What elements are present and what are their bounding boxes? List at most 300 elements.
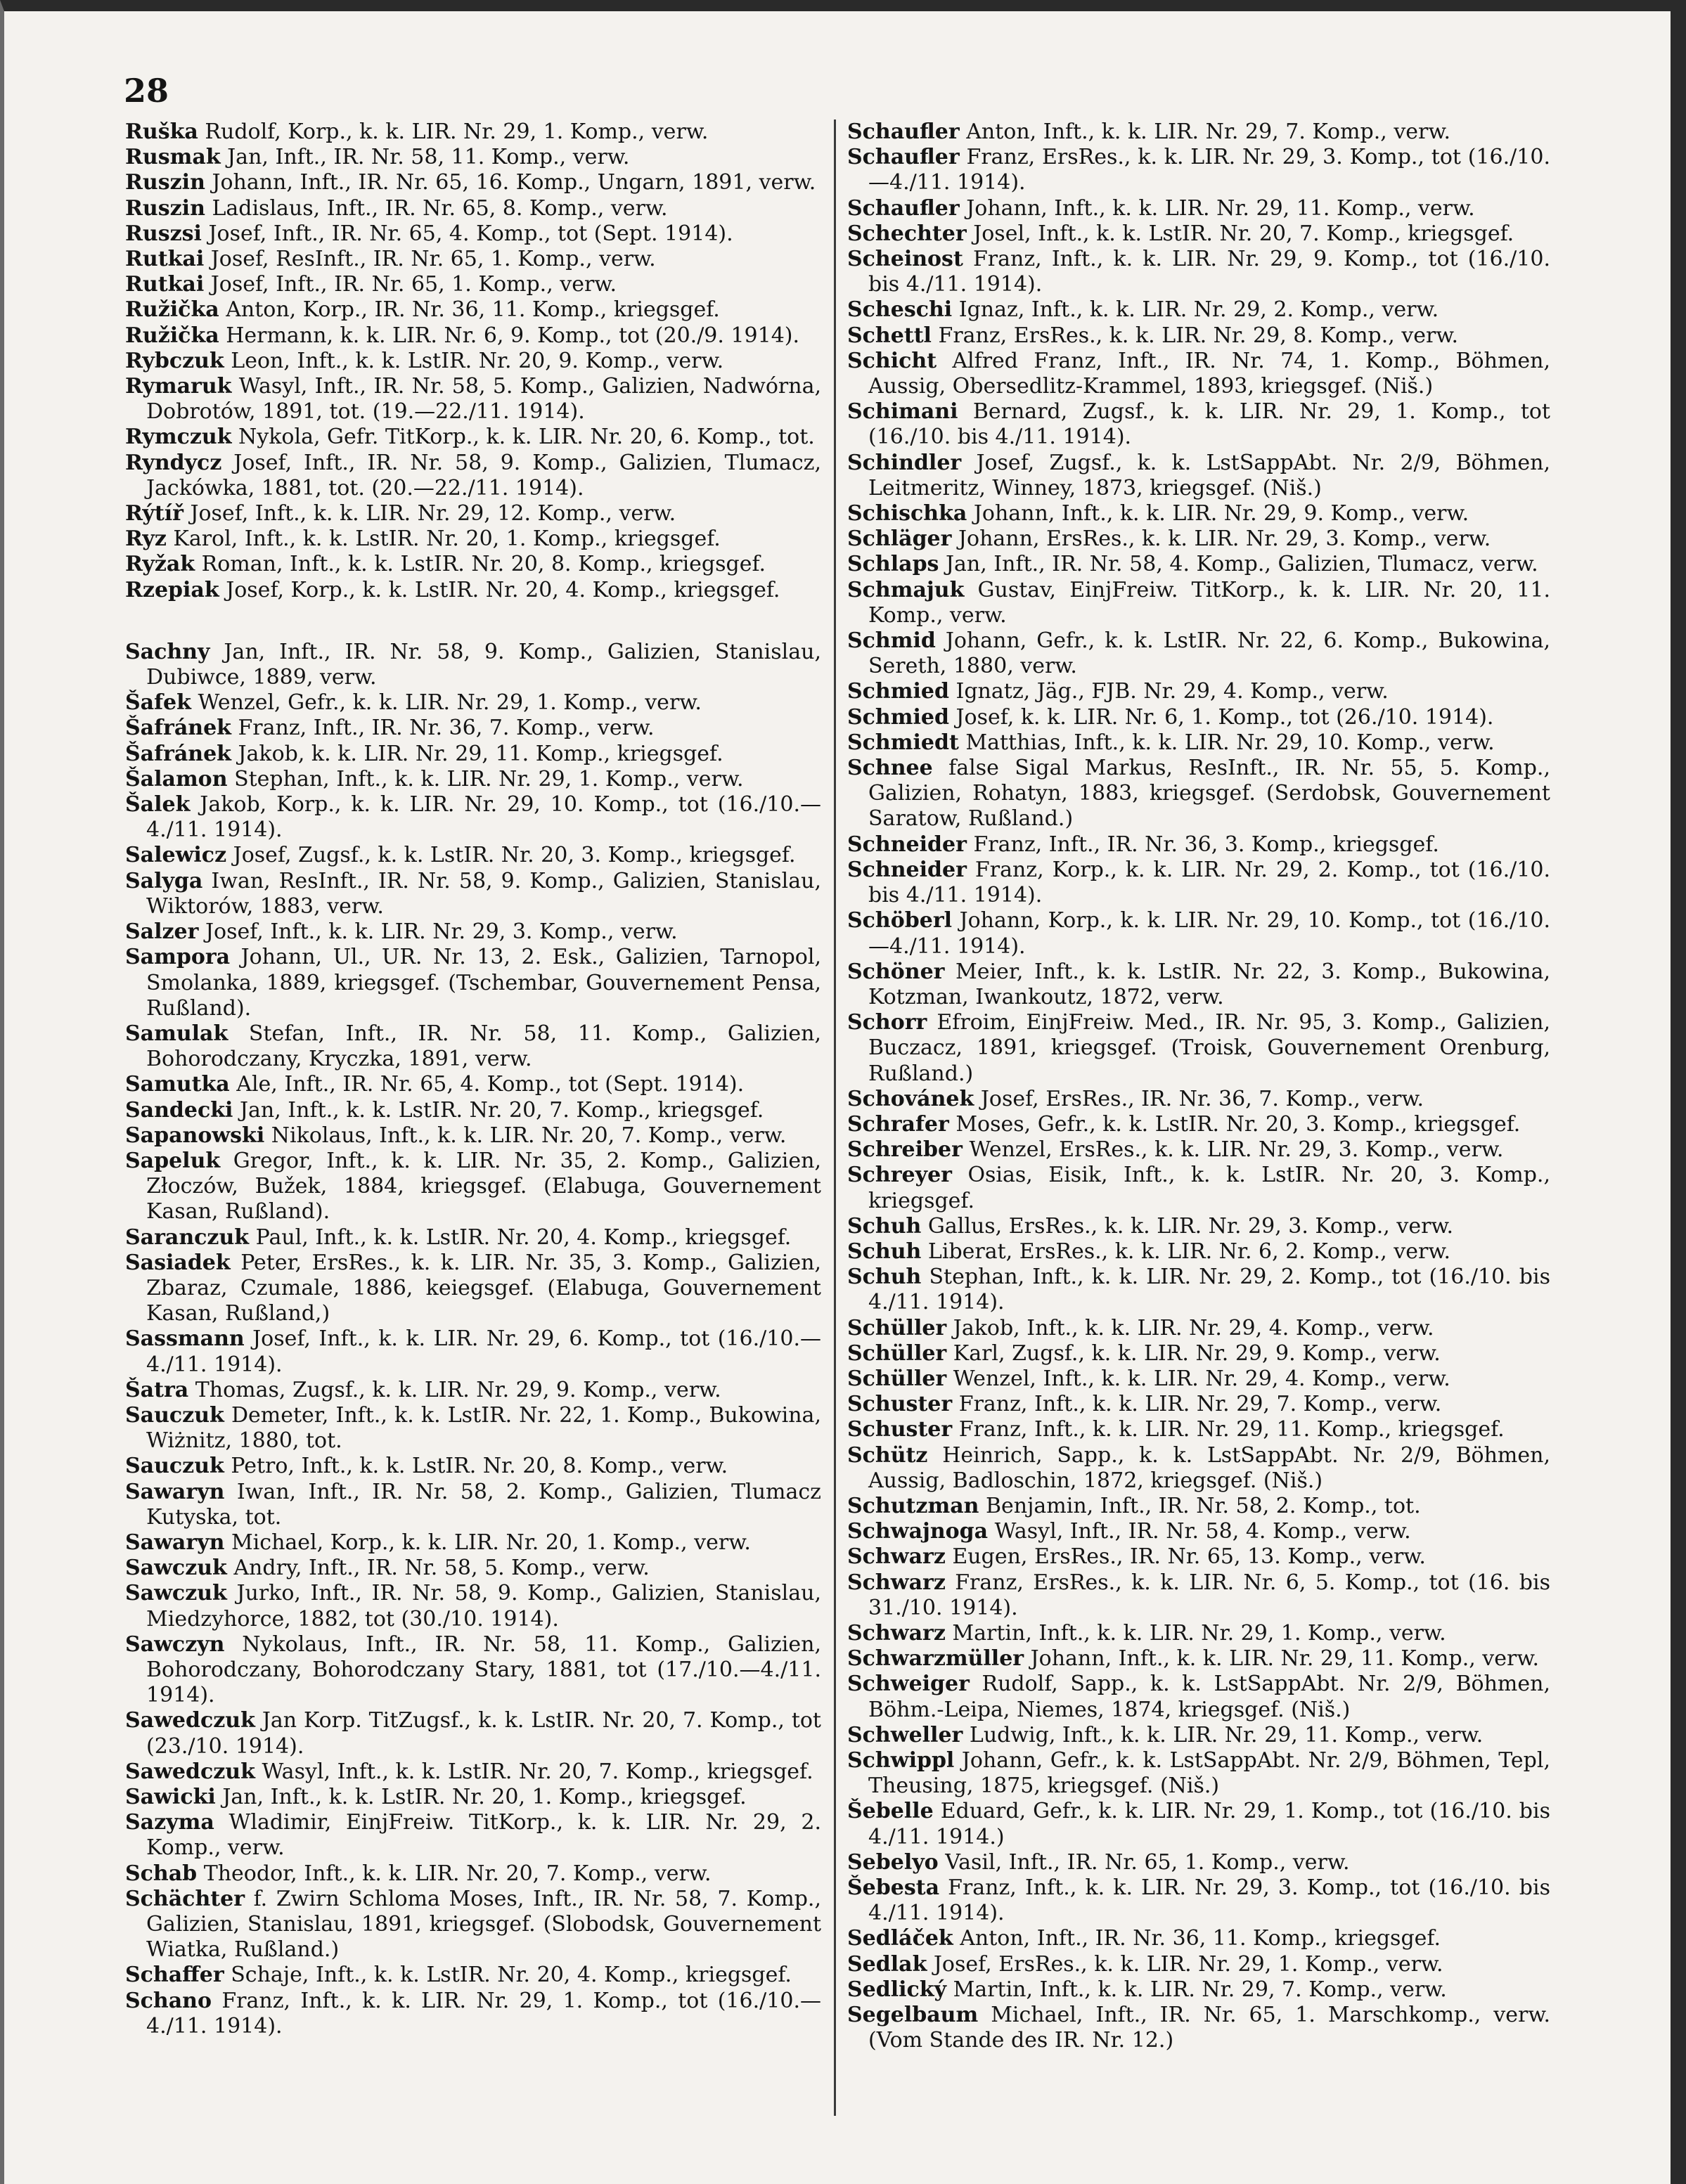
list-entry xyxy=(125,1708,821,1759)
list-entry xyxy=(847,323,1550,349)
entry-details: Jan, Inft., IR. Nr. 58, 9. Komp., Galizien, Stanislau, Dubiwce, 1889, verw. xyxy=(146,639,821,690)
entry-surname: Sawczyn xyxy=(125,1631,225,1657)
list-entry xyxy=(125,272,821,297)
list-entry xyxy=(125,1887,821,1963)
left-column xyxy=(125,119,821,2039)
entry-details: Johann, Korp., k. k. LIR. Nr. 29, 10. Komp., tot (16./10.—4./11. 1914). xyxy=(868,908,1550,959)
entry-surname: Schaufler xyxy=(847,119,960,144)
list-entry xyxy=(847,297,1550,323)
list-entry xyxy=(847,1010,1550,1087)
entry-details: Josef, Korp., k. k. LstIR. Nr. 20, 4. Komp., kriegsgef. xyxy=(226,577,780,602)
list-entry xyxy=(847,1977,1550,2003)
list-entry xyxy=(847,145,1550,195)
entry-details: Thomas, Zugsf., k. k. LIR. Nr. 29, 9. Komp., verw. xyxy=(195,1377,721,1402)
list-entry xyxy=(847,1875,1550,1926)
entry-surname: Schuh xyxy=(847,1213,922,1239)
entry-details: Jan, Inft., k. k. LstIR. Nr. 20, 7. Komp., kriegsgef. xyxy=(239,1097,764,1123)
entry-surname: Schettl xyxy=(847,323,932,348)
list-entry xyxy=(125,451,821,501)
entry-surname: Schöberl xyxy=(847,908,953,933)
entry-surname: Schöner xyxy=(847,959,945,984)
section-gap xyxy=(125,603,821,640)
entry-surname: Schneider xyxy=(847,832,967,857)
entry-surname: Rutkai xyxy=(125,272,205,297)
list-entry xyxy=(125,690,821,716)
entry-surname: Schechter xyxy=(847,221,967,246)
list-entry xyxy=(847,1214,1550,1239)
entry-surname: Sedlak xyxy=(847,1951,927,1977)
entry-surname: Ružička xyxy=(125,297,219,323)
entry-surname: Rybczuk xyxy=(125,348,224,373)
entry-surname: Ruszsi xyxy=(125,221,202,246)
entry-surname: Schicht xyxy=(847,348,937,373)
entry-surname: Sapanowski xyxy=(125,1123,265,1148)
list-entry xyxy=(847,1544,1550,1570)
entry-details: Josel, Inft., k. k. LstIR. Nr. 20, 7. Komp., kriegsgef. xyxy=(973,221,1514,246)
entry-surname: Šebelle xyxy=(847,1799,934,1824)
list-entry xyxy=(847,730,1550,756)
list-entry xyxy=(125,919,821,945)
entry-details: Stephan, Inft., k. k. LIR. Nr. 29, 2. Komp., tot (16./10. bis 4./11. 1914). xyxy=(868,1265,1550,1315)
entry-surname: Salyga xyxy=(125,868,203,893)
list-entry xyxy=(125,869,821,919)
list-entry xyxy=(125,792,821,843)
list-entry xyxy=(847,1417,1550,1442)
entry-surname: Schnee xyxy=(847,756,933,781)
entry-details: Michael, Korp., k. k. LIR. Nr. 20, 1. Komp., verw. xyxy=(231,1530,751,1555)
entry-surname: Sebelyo xyxy=(847,1849,939,1875)
entry-details: Martin, Inft., k. k. LIR. Nr. 29, 1. Komp., verw. xyxy=(952,1620,1446,1646)
entry-surname: Sazyma xyxy=(125,1810,214,1835)
list-entry xyxy=(847,221,1550,247)
list-entry xyxy=(847,705,1550,730)
entry-details: Josef, Inft., k. k. LIR. Nr. 29, 3. Komp., verw. xyxy=(205,919,678,945)
list-entry xyxy=(125,552,821,577)
entry-surname: Sedláček xyxy=(847,1926,953,1951)
entry-surname: Schlaps xyxy=(847,552,939,577)
entry-surname: Schab xyxy=(125,1861,198,1886)
list-entry xyxy=(125,1098,821,1123)
entry-surname: Scheinost xyxy=(847,247,963,272)
entry-surname: Sawicki xyxy=(125,1785,216,1809)
entry-surname: Sauczuk xyxy=(125,1454,224,1479)
entry-surname: Schorr xyxy=(847,1010,927,1035)
entry-surname: Rusmak xyxy=(125,145,221,170)
entry-details: Stefan, Inft., IR. Nr. 58, 11. Komp., Galizien, Bohorodczany, Kryczka, 1891, verw. xyxy=(146,1021,821,1072)
entry-surname: Samutka xyxy=(125,1072,230,1097)
list-entry xyxy=(847,1570,1550,1621)
list-entry xyxy=(847,119,1550,145)
entry-surname: Rutkai xyxy=(125,247,205,272)
list-entry xyxy=(847,2003,1550,2053)
list-entry xyxy=(125,1403,821,1454)
entry-surname: Schuh xyxy=(847,1265,922,1290)
entry-surname: Scheschi xyxy=(847,297,953,323)
entry-surname: Schmid xyxy=(847,628,936,654)
entry-surname: Šalek xyxy=(125,792,191,818)
list-entry xyxy=(847,908,1550,959)
list-entry xyxy=(847,247,1550,297)
list-entry xyxy=(847,1239,1550,1265)
entry-details: Franz, Inft., k. k. LIR. Nr. 29, 7. Komp., verw. xyxy=(958,1392,1442,1417)
list-entry xyxy=(125,1632,821,1709)
list-entry xyxy=(125,1785,821,1810)
entry-surname: Ryz xyxy=(125,526,167,552)
entry-details: Leon, Inft., k. k. LstIR. Nr. 20, 9. Komp., verw. xyxy=(231,348,724,373)
entry-details: Johann, Inft., k. k. LIR. Nr. 29, 11. Komp., verw. xyxy=(966,195,1475,221)
entry-surname: Schüller xyxy=(847,1315,947,1340)
list-entry xyxy=(125,501,821,526)
list-entry xyxy=(847,1748,1550,1799)
list-entry xyxy=(847,1112,1550,1137)
entry-details: Nykola, Gefr. TitKorp., k. k. LIR. Nr. 20, 6. Komp., tot. xyxy=(238,425,815,450)
entry-surname: Schwarz xyxy=(847,1544,946,1570)
entry-details: Josef, Zugsf., k. k. LstIR. Nr. 20, 3. Komp., kriegsgef. xyxy=(233,843,796,868)
list-entry xyxy=(125,196,821,221)
entry-surname: Schüller xyxy=(847,1340,947,1366)
list-entry xyxy=(847,756,1550,832)
list-entry xyxy=(847,501,1550,526)
entry-details: Ignatz, Jäg., FJB. Nr. 29, 4. Komp., verw. xyxy=(955,679,1389,704)
entry-details: Ludwig, Inft., k. k. LIR. Nr. 29, 11. Komp., verw. xyxy=(969,1722,1484,1747)
entry-details: Franz, Inft., IR. Nr. 36, 3. Komp., kriegsgef. xyxy=(973,832,1439,857)
entry-surname: Šafek xyxy=(125,690,191,716)
list-entry xyxy=(847,1621,1550,1646)
entry-details: Nykolaus, Inft., IR. Nr. 58, 11. Komp., Galizien, Bohorodczany, Bohorodczany Stary, 1881, tot (17./10.—4./11. 1914). xyxy=(146,1631,822,1708)
entry-details: Iwan, ResInft., IR. Nr. 58, 9. Komp., Galizien, Stanislau, Wiktorów, 1883, verw. xyxy=(146,868,821,919)
list-entry xyxy=(847,832,1550,858)
entry-details: Vasil, Inft., IR. Nr. 65, 1. Komp., verw. xyxy=(945,1849,1350,1875)
entry-surname: Schwarz xyxy=(847,1570,946,1595)
entry-surname: Ruszin xyxy=(125,195,205,221)
entry-details: Wenzel, Inft., k. k. LIR. Nr. 29, 4. Komp., verw. xyxy=(953,1366,1450,1391)
list-entry xyxy=(125,1530,821,1556)
entry-surname: Schwippl xyxy=(847,1748,955,1773)
list-entry xyxy=(125,349,821,374)
entry-details: Anton, Inft., k. k. LIR. Nr. 29, 7. Komp., verw. xyxy=(966,119,1451,144)
entry-surname: Ryndycz xyxy=(125,450,222,475)
entry-details: f. Zwirn Schloma Moses, Inft., IR. Nr. 58, 7. Komp., Galizien, Stanislau, 1891, kriegsgef. (Slobodsk, Gouvernement Wiatka, Rußland.) xyxy=(146,1886,821,1963)
entry-details: Michael, Inft., IR. Nr. 65, 1. Marschkomp., verw. (Vom Stande des IR. Nr. 12.) xyxy=(868,2003,1550,2053)
list-entry xyxy=(125,247,821,272)
entry-details: Josef, Inft., k. k. LIR. Nr. 29, 6. Komp., tot (16./10.—4./11. 1914). xyxy=(146,1326,821,1377)
entry-details: Jan, Inft., IR. Nr. 58, 11. Komp., verw. xyxy=(227,145,630,170)
entry-surname: Sasiadek xyxy=(125,1250,231,1275)
entry-surname: Sawaryn xyxy=(125,1530,225,1555)
list-entry xyxy=(125,526,821,552)
entry-details: Schaje, Inft., k. k. LstIR. Nr. 20, 4. Komp., kriegsgef. xyxy=(231,1963,792,1988)
entry-surname: Sapeluk xyxy=(125,1148,221,1173)
entry-surname: Rýtíř xyxy=(125,501,184,526)
entry-surname: Šatra xyxy=(125,1377,189,1402)
list-entry xyxy=(125,323,821,349)
entry-surname: Schläger xyxy=(847,526,952,552)
entry-details: Franz, Inft., k. k. LIR. Nr. 29, 1. Komp., tot (16./10.—4./11. 1914). xyxy=(146,1988,821,2038)
entry-surname: Schuster xyxy=(847,1417,953,1442)
entry-surname: Ružička xyxy=(125,323,219,348)
list-entry xyxy=(847,1392,1550,1417)
entry-surname: Schimani xyxy=(847,399,958,425)
list-entry xyxy=(125,767,821,792)
entry-surname: Rymaruk xyxy=(125,374,232,399)
entry-surname: Schindler xyxy=(847,450,962,475)
entry-surname: Schrafer xyxy=(847,1111,949,1137)
entry-surname: Schwarz xyxy=(847,1620,946,1646)
entry-details: Gregor, Inft., k. k. LIR. Nr. 35, 2. Komp., Galizien, Złoczów, Bužek, 1884, kriegsgef. (Elabuga, Gouvernement Kasan, Rußland). xyxy=(146,1148,821,1225)
entry-details: Stephan, Inft., k. k. LIR. Nr. 29, 1. Komp., verw. xyxy=(234,766,744,791)
entry-details: Ladislaus, Inft., IR. Nr. 65, 8. Komp., verw. xyxy=(212,195,668,221)
entry-surname: Rzepiak xyxy=(125,577,219,602)
list-entry xyxy=(125,742,821,767)
entry-details: Johann, Inft., k. k. LIR. Nr. 29, 9. Komp., verw. xyxy=(973,501,1469,526)
entry-details: Efroim, EinjFreiw. Med., IR. Nr. 95, 3. Komp., Galizien, Buczacz, 1891, kriegsgef. (Troisk, Gouvernement Orenburg, Rußland.) xyxy=(868,1010,1550,1086)
entry-surname: Schreiber xyxy=(847,1137,963,1163)
entry-surname: Schaffer xyxy=(125,1963,224,1988)
list-entry xyxy=(847,1163,1550,1213)
entry-details: Wasyl, Inft., k. k. LstIR. Nr. 20, 7. Komp., kriegsgef. xyxy=(262,1759,813,1784)
entry-surname: Sawczuk xyxy=(125,1556,227,1581)
entry-details: Jakob, k. k. LIR. Nr. 29, 11. Komp., kriegsgef. xyxy=(238,741,723,766)
entry-details: Karol, Inft., k. k. LstIR. Nr. 20, 1. Komp., kriegsgef. xyxy=(173,526,721,552)
list-entry xyxy=(847,1952,1550,1977)
list-entry xyxy=(125,640,821,690)
entry-surname: Saranczuk xyxy=(125,1225,250,1250)
list-entry xyxy=(847,1799,1550,1849)
list-entry xyxy=(847,1672,1550,1722)
entry-details: Liberat, ErsRes., k. k. LIR. Nr. 6, 2. Komp., verw. xyxy=(927,1239,1450,1264)
list-entry xyxy=(125,1225,821,1251)
right-column xyxy=(847,119,1550,2053)
entry-details: Johann, ErsRes., k. k. LIR. Nr. 29, 3. Komp., verw. xyxy=(958,526,1491,552)
entry-details: Bernard, Zugsf., k. k. LIR. Nr. 29, 1. Komp., tot (16./10. bis 4./11. 1914). xyxy=(868,399,1550,450)
entry-surname: Schuster xyxy=(847,1392,953,1417)
list-entry xyxy=(847,1087,1550,1112)
entry-details: Johann, Inft., k. k. LIR. Nr. 29, 11. Komp., verw. xyxy=(1030,1646,1540,1672)
entry-details: Johann, Ul., UR. Nr. 13, 2. Esk., Galizien, Tarnopol, Smolanka, 1889, kriegsgef. (Tschembar, Gouvernement Pensa, Rußland). xyxy=(146,945,821,1021)
entry-details: Ale, Inft., IR. Nr. 65, 4. Komp., tot (Sept. 1914). xyxy=(236,1072,745,1097)
entry-details: Nikolaus, Inft., k. k. LIR. Nr. 20, 7. Komp., verw. xyxy=(271,1123,787,1148)
entry-surname: Schneider xyxy=(847,857,967,882)
list-entry xyxy=(847,552,1550,577)
entry-details: Josef, Inft., IR. Nr. 58, 9. Komp., Galizien, Tlumacz, Jackówka, 1881, tot. (20.—22./11. 1914). xyxy=(146,450,821,500)
list-entry xyxy=(847,628,1550,679)
list-entry xyxy=(847,1926,1550,1951)
entry-surname: Schischka xyxy=(847,501,967,526)
entry-details: Petro, Inft., k. k. LstIR. Nr. 20, 8. Komp., verw. xyxy=(231,1454,728,1479)
entry-surname: Salewicz xyxy=(125,843,227,868)
list-entry xyxy=(847,1265,1550,1315)
entry-details: Franz, Inft., k. k. LIR. Nr. 29, 3. Komp., tot (16./10. bis 4./11. 1914). xyxy=(868,1875,1550,1926)
list-entry xyxy=(847,959,1550,1010)
entry-details: Eduard, Gefr., k. k. LIR. Nr. 29, 1. Komp., tot (16./10. bis 4./11. 1914.) xyxy=(868,1799,1550,1849)
entry-surname: Sawczuk xyxy=(125,1581,227,1606)
entry-details: Wladimir, EinjFreiw. TitKorp., k. k. LIR. Nr. 29, 2. Komp., verw. xyxy=(146,1810,821,1861)
entry-details: Josef, ErsRes., k. k. LIR. Nr. 29, 1. Komp., verw. xyxy=(933,1951,1443,1977)
entry-details: Franz, ErsRes., k. k. LIR. Nr. 29, 8. Komp., verw. xyxy=(938,323,1459,348)
entry-details: Jan Korp. TitZugsf., k. k. LstIR. Nr. 20, 7. Komp., tot (23./10. 1914). xyxy=(146,1708,821,1759)
entry-details: Anton, Inft., IR. Nr. 36, 11. Komp., kriegsgef. xyxy=(960,1926,1441,1951)
entry-surname: Sedlický xyxy=(847,1977,947,2002)
list-entry xyxy=(847,451,1550,501)
entry-details: Jan, Inft., k. k. LstIR. Nr. 20, 1. Komp., kriegsgef. xyxy=(222,1785,747,1809)
entry-details: Gustav, EinjFreiw. TitKorp., k. k. LIR. Nr. 20, 11. Komp., verw. xyxy=(868,577,1550,628)
entry-details: Eugen, ErsRes., IR. Nr. 65, 13. Komp., verw. xyxy=(952,1544,1426,1570)
entry-details: Franz, ErsRes., k. k. LIR. Nr. 29, 3. Komp., tot (16./10.—4./11. 1914). xyxy=(868,145,1550,195)
entry-details: Alfred Franz, Inft., IR. Nr. 74, 1. Komp., Böhmen, Aussig, Obersedlitz-Krammel, 1893, kriegsgef. (Niš.) xyxy=(868,348,1551,399)
entry-surname: Sauczuk xyxy=(125,1402,224,1428)
entry-details: Jan, Inft., IR. Nr. 58, 4. Komp., Galizien, Tlumacz, verw. xyxy=(946,552,1538,577)
list-entry xyxy=(847,399,1550,450)
entry-details: Franz, Inft., k. k. LIR. Nr. 29, 11. Komp., kriegsgef. xyxy=(958,1417,1505,1442)
list-entry xyxy=(847,1850,1550,1875)
list-entry xyxy=(125,1326,821,1377)
entry-surname: Schweller xyxy=(847,1722,963,1747)
list-entry xyxy=(847,1494,1550,1519)
list-entry xyxy=(847,578,1550,628)
entry-details: Franz, Inft., k. k. LIR. Nr. 29, 9. Komp., tot (16./10. bis 4./11. 1914). xyxy=(868,247,1550,297)
list-entry xyxy=(847,526,1550,552)
entry-surname: Sawaryn xyxy=(125,1479,225,1504)
entry-surname: Sachny xyxy=(125,639,210,664)
list-entry xyxy=(125,1021,821,1072)
entry-details: Jakob, Inft., k. k. LIR. Nr. 29, 4. Komp., verw. xyxy=(953,1315,1434,1340)
entry-details: Osias, Eisik, Inft., k. k. LstIR. Nr. 20, 3. Komp., kriegsgef. xyxy=(868,1163,1550,1213)
entry-surname: Schächter xyxy=(125,1886,245,1911)
list-entry xyxy=(847,1519,1550,1544)
entry-details: Demeter, Inft., k. k. LstIR. Nr. 22, 1. Komp., Bukowina, Wiżnitz, 1880, tot. xyxy=(146,1402,821,1454)
entry-details: Franz, Korp., k. k. LIR. Nr. 29, 2. Komp., tot (16./10. bis 4./11. 1914). xyxy=(868,857,1550,908)
list-entry xyxy=(125,578,821,603)
entry-surname: Segelbaum xyxy=(847,2003,979,2028)
list-entry xyxy=(125,1989,821,2039)
entry-details: Franz, ErsRes., k. k. LIR. Nr. 6, 5. Komp., tot (16. bis 31./10. 1914). xyxy=(868,1570,1550,1620)
list-entry xyxy=(847,858,1550,908)
entry-surname: Sassmann xyxy=(125,1326,245,1352)
entry-surname: Šafránek xyxy=(125,716,231,741)
entry-details: Gallus, ErsRes., k. k. LIR. Nr. 29, 3. Komp., verw. xyxy=(927,1213,1454,1239)
entry-details: Ignaz, Inft., k. k. LIR. Nr. 29, 2. Komp., verw. xyxy=(958,297,1439,323)
entry-surname: Sawedczuk xyxy=(125,1759,255,1784)
list-entry xyxy=(125,843,821,868)
entry-details: Anton, Korp., IR. Nr. 36, 11. Komp., kriegsgef. xyxy=(226,297,720,323)
entry-details: Peter, ErsRes., k. k. LIR. Nr. 35, 3. Komp., Galizien, Zbaraz, Czumale, 1886, keiegsgef. (Elabuga, Gouvernement Kasan, Rußland,) xyxy=(146,1250,821,1326)
entry-surname: Schwarzmüller xyxy=(847,1646,1024,1672)
entry-surname: Rymczuk xyxy=(125,425,232,450)
entry-surname: Šalamon xyxy=(125,766,228,791)
list-entry xyxy=(125,374,821,425)
entry-surname: Schmied xyxy=(847,679,949,704)
entry-details: Franz, Inft., IR. Nr. 36, 7. Komp., verw. xyxy=(238,716,655,741)
entry-surname: Schmied xyxy=(847,704,949,730)
list-entry xyxy=(125,716,821,741)
entry-surname: Schaufler xyxy=(847,145,960,170)
entry-surname: Sawedczuk xyxy=(125,1708,255,1733)
list-entry xyxy=(847,1316,1550,1341)
entry-surname: Schweiger xyxy=(847,1672,970,1697)
list-entry xyxy=(125,1072,821,1097)
entry-details: Matthias, Inft., k. k. LIR. Nr. 29, 10. Komp., verw. xyxy=(965,730,1495,755)
list-entry xyxy=(125,1759,821,1785)
entry-details: Heinrich, Sapp., k. k. LstSappAbt. Nr. 2/9, Böhmen, Aussig, Badloschin, 1872, kriegsgef. (Niš.) xyxy=(868,1442,1550,1493)
entry-surname: Ruška xyxy=(125,119,198,144)
list-entry xyxy=(125,1251,821,1327)
entry-details: Andry, Inft., IR. Nr. 58, 5. Komp., verw. xyxy=(233,1556,650,1581)
entry-details: Wasyl, Inft., IR. Nr. 58, 5. Komp., Galizien, Nadwórna, Dobrotów, 1891, tot. (19.—22./11. 1914). xyxy=(146,374,821,425)
entry-surname: Šebesta xyxy=(847,1875,940,1901)
entry-details: Roman, Inft., k. k. LstIR. Nr. 20, 8. Komp., kriegsgef. xyxy=(201,552,766,577)
entry-details: Josef, ErsRes., IR. Nr. 36, 7. Komp., verw. xyxy=(980,1086,1424,1111)
entry-details: Jakob, Korp., k. k. LIR. Nr. 29, 10. Komp., tot (16./10.—4./11. 1914). xyxy=(146,792,821,843)
list-entry xyxy=(847,1443,1550,1494)
entry-surname: Salzer xyxy=(125,919,199,945)
entry-details: Iwan, Inft., IR. Nr. 58, 2. Komp., Galizien, Tlumacz Kutyska, tot. xyxy=(146,1479,821,1530)
list-entry xyxy=(125,221,821,247)
entry-details: Josef, Zugsf., k. k. LstSappAbt. Nr. 2/9, Böhmen, Leitmeritz, Winney, 1873, kriegsgef. (Niš.) xyxy=(868,450,1550,500)
entry-surname: Šafránek xyxy=(125,741,231,766)
list-entry xyxy=(125,1810,821,1861)
entry-details: Meier, Inft., k. k. LstIR. Nr. 22, 3. Komp., Bukowina, Kotzman, Iwankoutz, 1872, verw. xyxy=(868,959,1550,1009)
entry-details: Theodor, Inft., k. k. LIR. Nr. 20, 7. Komp., verw. xyxy=(203,1861,712,1886)
entry-details: Johann, Inft., IR. Nr. 65, 16. Komp., Ungarn, 1891, verw. xyxy=(212,170,816,195)
list-entry xyxy=(847,349,1550,399)
list-entry xyxy=(125,1556,821,1581)
list-entry xyxy=(125,1480,821,1530)
entry-surname: Schmajuk xyxy=(847,577,965,602)
list-entry xyxy=(847,196,1550,221)
list-entry xyxy=(125,119,821,145)
list-entry xyxy=(847,1137,1550,1163)
entry-details: Wasyl, Inft., IR. Nr. 58, 4. Komp., verw. xyxy=(994,1519,1411,1544)
entry-surname: Schovánek xyxy=(847,1086,974,1111)
entry-surname: Sandecki xyxy=(125,1097,233,1123)
entry-surname: Schutzman xyxy=(847,1493,979,1518)
list-entry xyxy=(125,1581,821,1631)
entry-surname: Ryžak xyxy=(125,552,195,577)
entry-details: Hermann, k. k. LIR. Nr. 6, 9. Komp., tot (20./9. 1914). xyxy=(226,323,800,348)
list-entry xyxy=(125,1123,821,1149)
entry-details: Paul, Inft., k. k. LstIR. Nr. 20, 4. Komp., kriegsgef. xyxy=(255,1225,792,1250)
entry-details: Rudolf, Korp., k. k. LIR. Nr. 29, 1. Komp., verw. xyxy=(205,119,709,144)
entry-details: Moses, Gefr., k. k. LstIR. Nr. 20, 3. Komp., kriegsgef. xyxy=(955,1111,1521,1137)
entry-surname: Schuh xyxy=(847,1239,922,1264)
entry-details: Wenzel, ErsRes., k. k. LIR. Nr. 29, 3. Komp., verw. xyxy=(969,1137,1504,1163)
entry-surname: Schano xyxy=(125,1988,212,2013)
entry-surname: Schaufler xyxy=(847,195,960,221)
entry-details: Josef, k. k. LIR. Nr. 6, 1. Komp., tot (26./10. 1914). xyxy=(955,704,1494,730)
list-entry xyxy=(847,1646,1550,1672)
entry-surname: Samulak xyxy=(125,1021,229,1046)
entry-details: Josef, ResInft., IR. Nr. 65, 1. Komp., verw. xyxy=(210,247,656,272)
list-entry xyxy=(125,1963,821,1988)
list-entry xyxy=(125,945,821,1021)
list-entry xyxy=(125,145,821,170)
page-number: 28 xyxy=(124,72,169,110)
entry-details: Rudolf, Sapp., k. k. LstSappAbt. Nr. 2/9, Böhmen, Böhm.-Leipa, Niemes, 1874, kriegsgef. (Niš.) xyxy=(868,1672,1550,1722)
entry-details: Johann, Gefr., k. k. LstIR. Nr. 22, 6. Komp., Bukowina, Sereth, 1880, verw. xyxy=(868,628,1550,679)
entry-details: Martin, Inft., k. k. LIR. Nr. 29, 7. Komp., verw. xyxy=(953,1977,1447,2002)
list-entry xyxy=(125,1378,821,1403)
entry-surname: Sampora xyxy=(125,945,231,970)
entry-details: Wenzel, Gefr., k. k. LIR. Nr. 29, 1. Komp., verw. xyxy=(198,690,702,716)
entry-details: Josef, Inft., IR. Nr. 65, 4. Komp., tot (Sept. 1914). xyxy=(208,221,733,246)
list-entry xyxy=(125,425,821,450)
entry-surname: Schreyer xyxy=(847,1163,952,1188)
entry-surname: Schütz xyxy=(847,1442,928,1468)
entry-details: Josef, Inft., IR. Nr. 65, 1. Komp., verw. xyxy=(210,272,617,297)
list-entry xyxy=(125,297,821,323)
list-entry xyxy=(125,1861,821,1887)
list-entry xyxy=(847,1341,1550,1366)
